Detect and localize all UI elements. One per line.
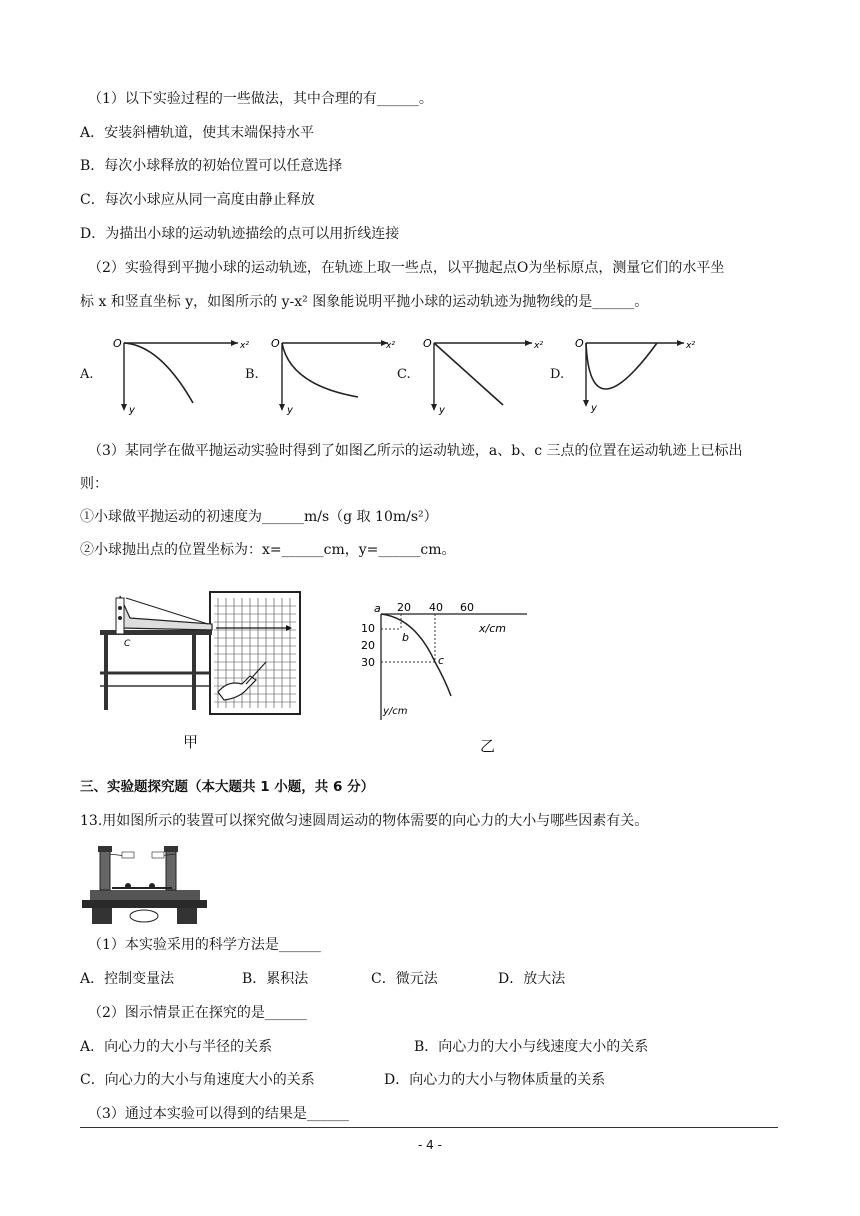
q13-part1-option-a: A．控制变量法: [80, 971, 175, 987]
q13-part3-stem: （3）通过本实验可以得到的结果是______: [88, 1106, 349, 1122]
q12-part1-option-c: C．每次小球应从同一高度由静止释放: [80, 192, 315, 208]
figure-yi-y-tick-10: 10: [361, 622, 375, 635]
figure-yi-x-tick-60: 60: [460, 601, 474, 614]
graph-c-y-label: y: [439, 405, 445, 415]
q13-part1-option-c: C．微元法: [371, 971, 438, 987]
figure-yi-point-a: a: [374, 602, 381, 615]
graph-c: [420, 335, 560, 415]
q13-part2-option-c: C．向心力的大小与角速度大小的关系: [80, 1072, 315, 1088]
graph-b-label: B.: [245, 367, 259, 382]
figure-yi-y-tick-30: 30: [361, 656, 375, 669]
q13-part2-option-d: D．向心力的大小与物体质量的关系: [384, 1072, 606, 1088]
figure-yi-y-tick-20: 20: [361, 639, 375, 652]
figure-yi-point-c: c: [438, 654, 445, 667]
graph-d: [572, 335, 712, 415]
q12-part1-stem: （1）以下实验过程的一些做法，其中合理的有______。: [88, 91, 433, 107]
q12-part1-option-a: A．安装斜槽轨道，使其末端保持水平: [80, 125, 315, 141]
q13-part2-option-a: A．向心力的大小与半径的关系: [80, 1039, 273, 1055]
q13-apparatus-figure: [82, 842, 207, 924]
graph-a-y-label: y: [129, 405, 135, 415]
figure-yi-y-label: y/cm: [383, 706, 408, 717]
q12-part3-stem-line2: 则：: [80, 476, 108, 492]
graph-d-x-label: x²: [686, 341, 695, 351]
q13-part2-stem: （2）图示情景正在探究的是______: [88, 1005, 307, 1021]
q13-part1-stem: （1）本实验采用的科学方法是______: [88, 937, 321, 953]
figure-yi-x-label: x/cm: [479, 622, 506, 635]
q12-part2-stem-line2: 标 x 和竖直坐标 y，如图所示的 y-x² 图象能说明平抛小球的运动轨迹为抛物线的是______。: [80, 294, 649, 310]
graph-a-x-label: x²: [240, 341, 249, 351]
figure-yi-x-tick-40: 40: [429, 601, 443, 614]
graph-b: [268, 335, 408, 415]
q12-part3-sub2: ②小球抛出点的位置坐标为：x=______cm，y=______cm。: [80, 542, 456, 558]
q13-part2-option-b: B．向心力的大小与线速度大小的关系: [414, 1039, 649, 1055]
graph-c-label: C.: [397, 367, 411, 382]
q13-part1-option-b: B．累积法: [242, 971, 309, 987]
graph-a: [110, 335, 250, 415]
q13-part1-option-d: D．放大法: [498, 971, 566, 987]
q12-part2-stem-line1: （2）实验得到平抛小球的运动轨迹，在轨迹上取一些点，以平抛起点O为坐标原点，测量它们的水平坐: [88, 260, 725, 276]
figure-jia-apparatus: [100, 588, 305, 718]
graph-b-x-label: x²: [386, 341, 395, 351]
graph-d-label: D.: [550, 367, 565, 382]
q12-part1-option-d: D．为描出小球的运动轨迹描绘的点可以用折线连接: [80, 226, 400, 242]
graph-d-origin: O: [575, 337, 584, 350]
q12-part3-stem-line1: （3）某同学在做平抛运动实验时得到了如图乙所示的运动轨迹，a、b、c 三点的位置在运动轨迹上已标出: [88, 443, 743, 459]
graph-d-y-label: y: [591, 403, 597, 414]
graph-c-origin: O: [423, 337, 432, 350]
graph-a-origin: O: [113, 337, 122, 350]
q12-part1-option-b: B．每次小球释放的初始位置可以任意选择: [80, 158, 343, 174]
svg-text:C: C: [124, 639, 131, 649]
graph-a-label: A.: [80, 367, 94, 382]
section3-heading: 三、实验题探究题（本大题共 1 小题，共 6 分）: [80, 779, 375, 795]
page-number: - 4 -: [418, 1138, 442, 1152]
graph-b-y-label: y: [287, 405, 293, 415]
graph-c-x-label: x²: [534, 341, 543, 351]
figure-yi-graph: [355, 598, 535, 726]
footer-rule: [80, 1127, 778, 1128]
q13-stem: 13.用如图所示的装置可以探究做匀速圆周运动的物体需要的向心力的大小与哪些因素有关。: [80, 813, 649, 829]
q12-part3-sub1: ①小球做平抛运动的初速度为______m/s（g 取 10m/s²）: [80, 509, 438, 525]
figure-yi-caption: 乙: [480, 737, 496, 755]
figure-yi-point-b: b: [402, 631, 409, 644]
figure-jia-caption: 甲: [183, 733, 199, 751]
graph-b-origin: O: [271, 337, 280, 350]
figure-yi-x-tick-20: 20: [397, 601, 411, 614]
